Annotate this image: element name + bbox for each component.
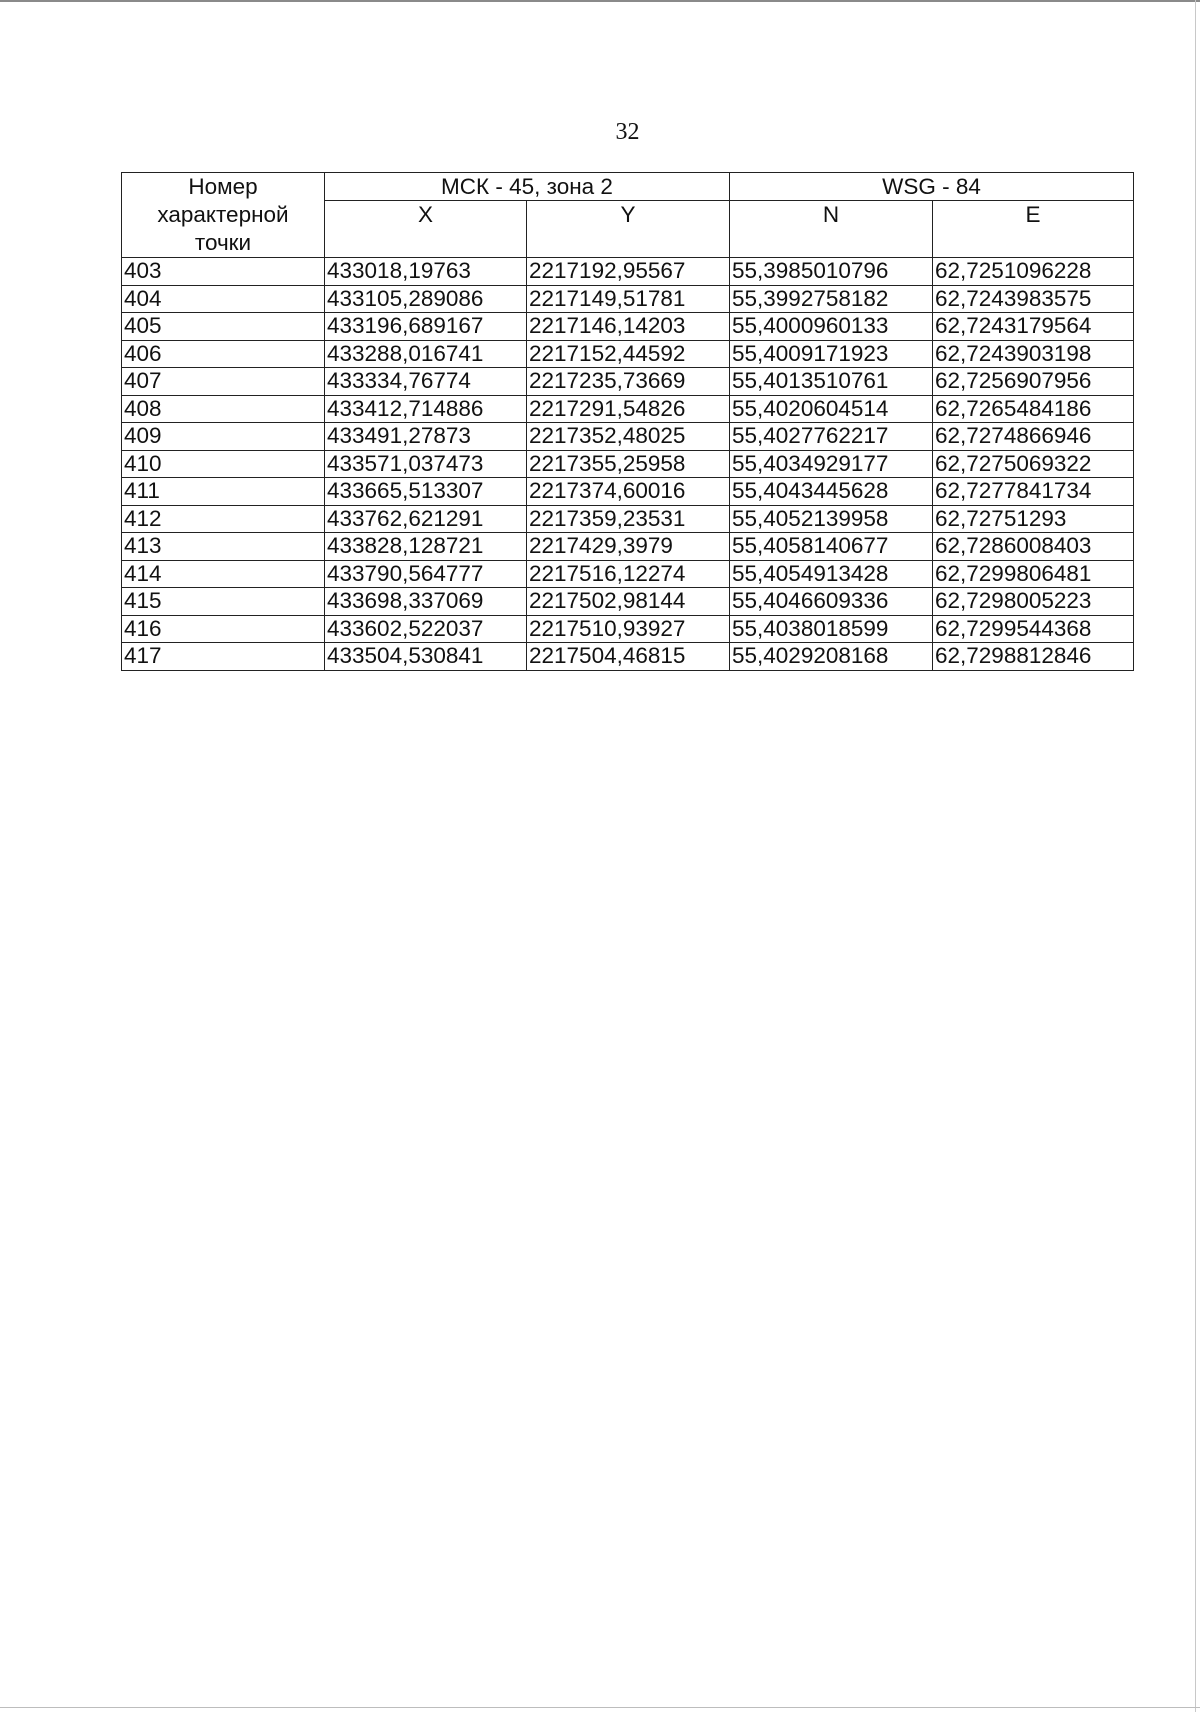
point-number-header-line: точки — [194, 230, 252, 255]
x-cell: 433698,337069 — [325, 588, 527, 616]
point-number-header — [122, 173, 325, 258]
page-number: 32 — [615, 119, 640, 145]
point-number-cell: 405 — [122, 313, 325, 341]
table-row — [122, 643, 1134, 671]
e-cell: 62,7256907956 — [933, 368, 1134, 396]
table-row — [122, 560, 1134, 588]
n-cell: 55,4043445628 — [730, 478, 933, 506]
y-cell: 2217516,12274 — [527, 560, 730, 588]
y-cell: 2217149,51781 — [527, 285, 730, 313]
header-row-groups — [122, 173, 1134, 201]
x-cell: 433018,19763 — [325, 258, 527, 286]
y-cell: 2217359,23531 — [527, 505, 730, 533]
n-cell: 55,4009171923 — [730, 340, 933, 368]
x-cell: 433334,76774 — [325, 368, 527, 396]
n-cell: 55,3985010796 — [730, 258, 933, 286]
table-row — [122, 505, 1134, 533]
table-body — [122, 258, 1134, 671]
n-cell: 55,4058140677 — [730, 533, 933, 561]
n-cell: 55,4034929177 — [730, 450, 933, 478]
point-number-cell: 408 — [122, 395, 325, 423]
table-row — [122, 423, 1134, 451]
e-cell: 62,7298005223 — [933, 588, 1134, 616]
point-number-cell: 411 — [122, 478, 325, 506]
y-cell: 2217355,25958 — [527, 450, 730, 478]
e-cell: 62,7243179564 — [933, 313, 1134, 341]
x-cell: 433504,530841 — [325, 643, 527, 671]
table-row — [122, 258, 1134, 286]
point-number-header-line: характерной — [157, 202, 289, 227]
n-cell: 55,4000960133 — [730, 313, 933, 341]
point-number-cell: 409 — [122, 423, 325, 451]
y-cell: 2217291,54826 — [527, 395, 730, 423]
table-row — [122, 478, 1134, 506]
column-header-x: X — [325, 201, 527, 258]
x-cell: 433828,128721 — [325, 533, 527, 561]
point-number-cell: 404 — [122, 285, 325, 313]
e-cell: 62,7299544368 — [933, 615, 1134, 643]
y-cell: 2217502,98144 — [527, 588, 730, 616]
y-cell: 2217374,60016 — [527, 478, 730, 506]
scan-edge-top — [0, 0, 1200, 2]
msk-zone-header: МСК - 45, зона 2 — [325, 173, 730, 201]
table-row — [122, 450, 1134, 478]
point-number-cell: 407 — [122, 368, 325, 396]
e-cell: 62,7274866946 — [933, 423, 1134, 451]
scan-edge-right — [1195, 0, 1196, 1712]
point-number-header-line: Номер — [188, 174, 258, 199]
point-number-cell: 416 — [122, 615, 325, 643]
column-header-n: N — [730, 201, 933, 258]
e-cell: 62,7286008403 — [933, 533, 1134, 561]
point-number-cell: 417 — [122, 643, 325, 671]
x-cell: 433105,289086 — [325, 285, 527, 313]
y-cell: 2217146,14203 — [527, 313, 730, 341]
point-number-cell: 410 — [122, 450, 325, 478]
x-cell: 433762,621291 — [325, 505, 527, 533]
n-cell: 55,4052139958 — [730, 505, 933, 533]
x-cell: 433602,522037 — [325, 615, 527, 643]
point-number-cell: 403 — [122, 258, 325, 286]
n-cell: 55,3992758182 — [730, 285, 933, 313]
e-cell: 62,7275069322 — [933, 450, 1134, 478]
table-row — [122, 533, 1134, 561]
n-cell: 55,4054913428 — [730, 560, 933, 588]
table-row — [122, 368, 1134, 396]
point-number-cell: 415 — [122, 588, 325, 616]
y-cell: 2217352,48025 — [527, 423, 730, 451]
x-cell: 433665,513307 — [325, 478, 527, 506]
y-cell: 2217504,46815 — [527, 643, 730, 671]
table-row — [122, 313, 1134, 341]
e-cell: 62,72751293 — [933, 505, 1134, 533]
point-number-cell: 414 — [122, 560, 325, 588]
y-cell: 2217510,93927 — [527, 615, 730, 643]
table-row — [122, 395, 1134, 423]
x-cell: 433790,564777 — [325, 560, 527, 588]
table-row — [122, 285, 1134, 313]
x-cell: 433196,689167 — [325, 313, 527, 341]
table-row — [122, 588, 1134, 616]
scan-edge-bottom — [0, 1707, 1200, 1708]
n-cell: 55,4046609336 — [730, 588, 933, 616]
e-cell: 62,7277841734 — [933, 478, 1134, 506]
y-cell: 2217192,95567 — [527, 258, 730, 286]
n-cell: 55,4020604514 — [730, 395, 933, 423]
n-cell: 55,4027762217 — [730, 423, 933, 451]
e-cell: 62,7298812846 — [933, 643, 1134, 671]
column-header-e: E — [933, 201, 1134, 258]
point-number-cell: 406 — [122, 340, 325, 368]
x-cell: 433412,714886 — [325, 395, 527, 423]
table-row — [122, 615, 1134, 643]
column-header-y: Y — [527, 201, 730, 258]
table-header — [122, 173, 1134, 258]
n-cell: 55,4029208168 — [730, 643, 933, 671]
y-cell: 2217429,3979 — [527, 533, 730, 561]
x-cell: 433571,037473 — [325, 450, 527, 478]
wsg-header: WSG - 84 — [730, 173, 1134, 201]
n-cell: 55,4013510761 — [730, 368, 933, 396]
e-cell: 62,7265484186 — [933, 395, 1134, 423]
point-number-cell: 412 — [122, 505, 325, 533]
e-cell: 62,7251096228 — [933, 258, 1134, 286]
y-cell: 2217235,73669 — [527, 368, 730, 396]
x-cell: 433288,016741 — [325, 340, 527, 368]
n-cell: 55,4038018599 — [730, 615, 933, 643]
table-row — [122, 340, 1134, 368]
point-number-cell: 413 — [122, 533, 325, 561]
x-cell: 433491,27873 — [325, 423, 527, 451]
e-cell: 62,7299806481 — [933, 560, 1134, 588]
e-cell: 62,7243983575 — [933, 285, 1134, 313]
e-cell: 62,7243903198 — [933, 340, 1134, 368]
coordinates-table — [121, 172, 1134, 671]
y-cell: 2217152,44592 — [527, 340, 730, 368]
